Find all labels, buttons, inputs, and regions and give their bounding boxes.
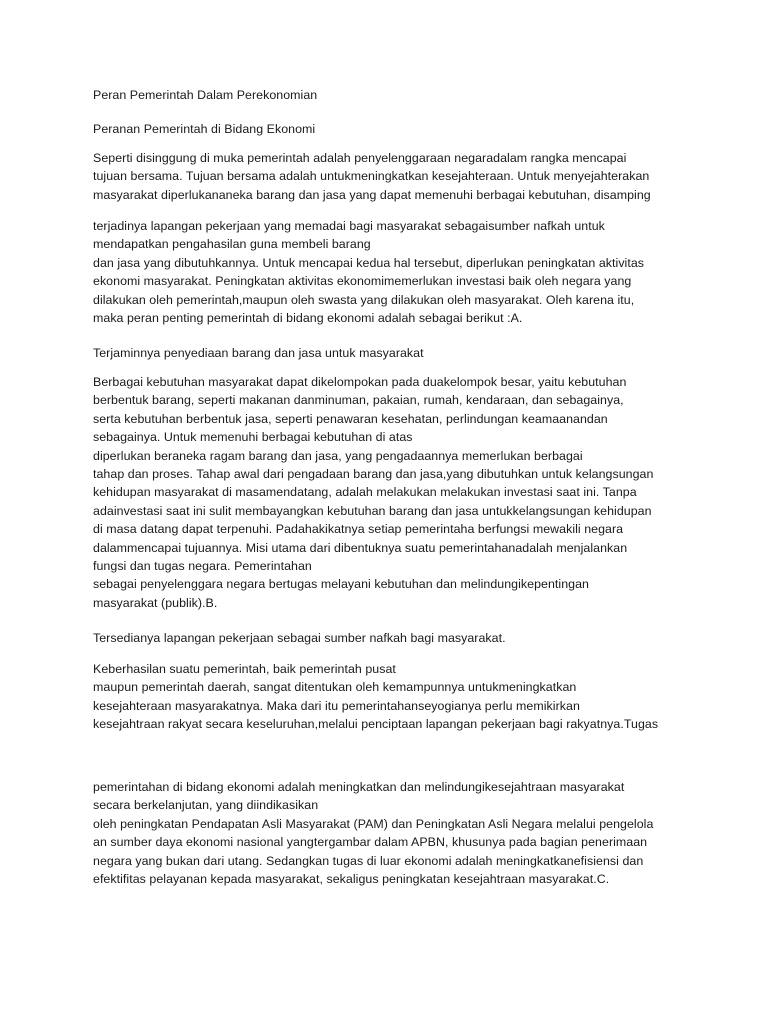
paragraph-line: di masa datang dapat terpenuhi. Padahakikatnya setiap pemerintaha berfungsi mewakili negara — [93, 522, 624, 537]
title-line: Peran Pemerintah Dalam Perekonomian — [93, 88, 318, 102]
paragraph-line: maka peran penting pemerintah di bidang ekonomi adalah sebagai berikut :A. — [93, 311, 523, 326]
paragraph-line: kesejahtraan rakyat secara keseluruhan,melalui penciptaan lapangan pekerjaan bagi rakyatnya.Tugas — [93, 717, 659, 732]
paragraph-intro — [93, 149, 693, 204]
paragraph-line: dalammencapai tujuannya. Misi utama dari dibentuknya suatu pemerintahanadalah menjalankan — [93, 540, 628, 555]
paragraph-line: serta kebutuhan berbentuk jasa, seperti penawaran kesehatan, perlindungan keamaanandan — [93, 411, 608, 426]
paragraph-line: maupun pemerintah daerah, sangat ditentukan oleh kemampunnya untukmeningkatkan — [93, 680, 577, 695]
paragraph-line: oleh peningkatan Pendapatan Asli Masyarakat (PAM) dan Peningkatan Asli Negara melalui pengelola — [93, 816, 654, 831]
paragraph-line: kehidupan masyarakat di masamendatang, adalah melakukan melakukan investasi saat ini. Tanpa — [93, 485, 637, 500]
paragraph-line: ekonomi masyarakat. Peningkatan aktivitas ekonomimemerlukan investasi baik oleh negara yang — [93, 274, 632, 289]
paragraph-line: dan jasa yang dibutuhkannya. Untuk mencapai kedua hal tersebut, diperlukan peningkatan aktivitas — [93, 255, 645, 270]
paragraph-goods-services — [93, 373, 693, 612]
paragraph-line: terjadinya lapangan pekerjaan yang memadai bagi masyarakat sebagaisumber nafkah untuk — [93, 219, 605, 233]
paragraph-line: fungsi dan tugas negara. Pemerintahan — [93, 559, 312, 574]
subheading-line: Tersedianya lapangan pekerjaan sebagai sumber nafkah bagi masyarakat. — [93, 631, 506, 645]
heading-line: Peranan Pemerintah di Bidang Ekonomi — [93, 122, 316, 136]
paragraph-line: tahap dan proses. Tahap awal dari pengadaan barang dan jasa,yang dibutuhkan untuk kelangsungan — [93, 467, 654, 482]
paragraph-economic-tasks — [93, 778, 693, 888]
paragraph-line: mendapatkan pengahasilan guna membeli barang — [93, 237, 371, 252]
paragraph-line: an sumber daya ekonomi nasional yangtergambar dalam APBN, khusunya pada bagian penerimaan — [93, 835, 648, 850]
paragraph-line: secara berkelanjutan, yang diindikasikan — [93, 798, 319, 813]
paragraph-line: sebagainya. Untuk memenuhi berbagai kebutuhan di atas — [93, 430, 413, 445]
paragraph-line: sebagai penyelenggara negara bertugas melayani kebutuhan dan melindungikepentingan — [93, 577, 589, 592]
paragraph-line: efektifitas pelayanan kepada masyarakat, sekaligus peningkatan kesejahtraan masyarakat.C. — [93, 872, 610, 887]
paragraph-line: Keberhasilan suatu pemerintah, baik pemerintah pusat — [93, 662, 396, 676]
paragraph-line: berbentuk barang, seperti makanan danminuman, pakaian, rumah, kendaraan, dan sebagainya, — [93, 393, 624, 408]
paragraph-line: Berbagai kebutuhan masyarakat dapat dikelompokan pada duakelompok besar, yaitu kebutuhan — [93, 375, 627, 389]
section-heading — [93, 120, 693, 138]
document-title — [93, 86, 693, 104]
paragraph-line: masyarakat diperlukananeka barang dan jasa yang dapat memenuhi berbagai kebutuhan, disamping — [93, 187, 651, 202]
paragraph-line: kesejahteraan masyarakatnya. Maka dari itu pemerintahanseyogianya perlu memikirkan — [93, 698, 580, 713]
subheading-line: Terjaminnya penyediaan barang dan jasa untuk masyarakat — [93, 346, 424, 360]
paragraph-line: tujuan bersama. Tujuan bersama adalah untukmeningkatkan kesejahteraan. Untuk menyejahterakan — [93, 169, 650, 184]
paragraph-line: pemerintahan di bidang ekonomi adalah meningkatkan dan melindungikesejahtraan masyarakat — [93, 780, 625, 794]
paragraph-line: Seperti disinggung di muka pemerintah adalah penyelenggaraan negaradalam rangka mencapai — [93, 151, 627, 165]
paragraph-line: diperlukan beraneka ragam barang dan jasa, yang pengadaannya memerlukan berbagai — [93, 448, 583, 463]
subheading-b — [93, 629, 693, 647]
paragraph-line: dilakukan oleh pemerintah,maupun oleh swasta yang dilakukan oleh masyarakat. Oleh karena itu, — [93, 292, 635, 307]
paragraph-line: adainvestasi saat ini sulit membayangkan kebutuhan barang dan jasa untukkelangsungan kehidupan — [93, 503, 652, 518]
paragraph-line: masyarakat (publik).B. — [93, 595, 218, 610]
paragraph-employment — [93, 660, 693, 734]
subheading-a — [93, 344, 693, 362]
paragraph-line: negara yang bukan dari utang. Sedangkan tugas di luar ekonomi adalah meningkatkanefisiensi dan — [93, 853, 644, 868]
paragraph-roles — [93, 217, 693, 327]
